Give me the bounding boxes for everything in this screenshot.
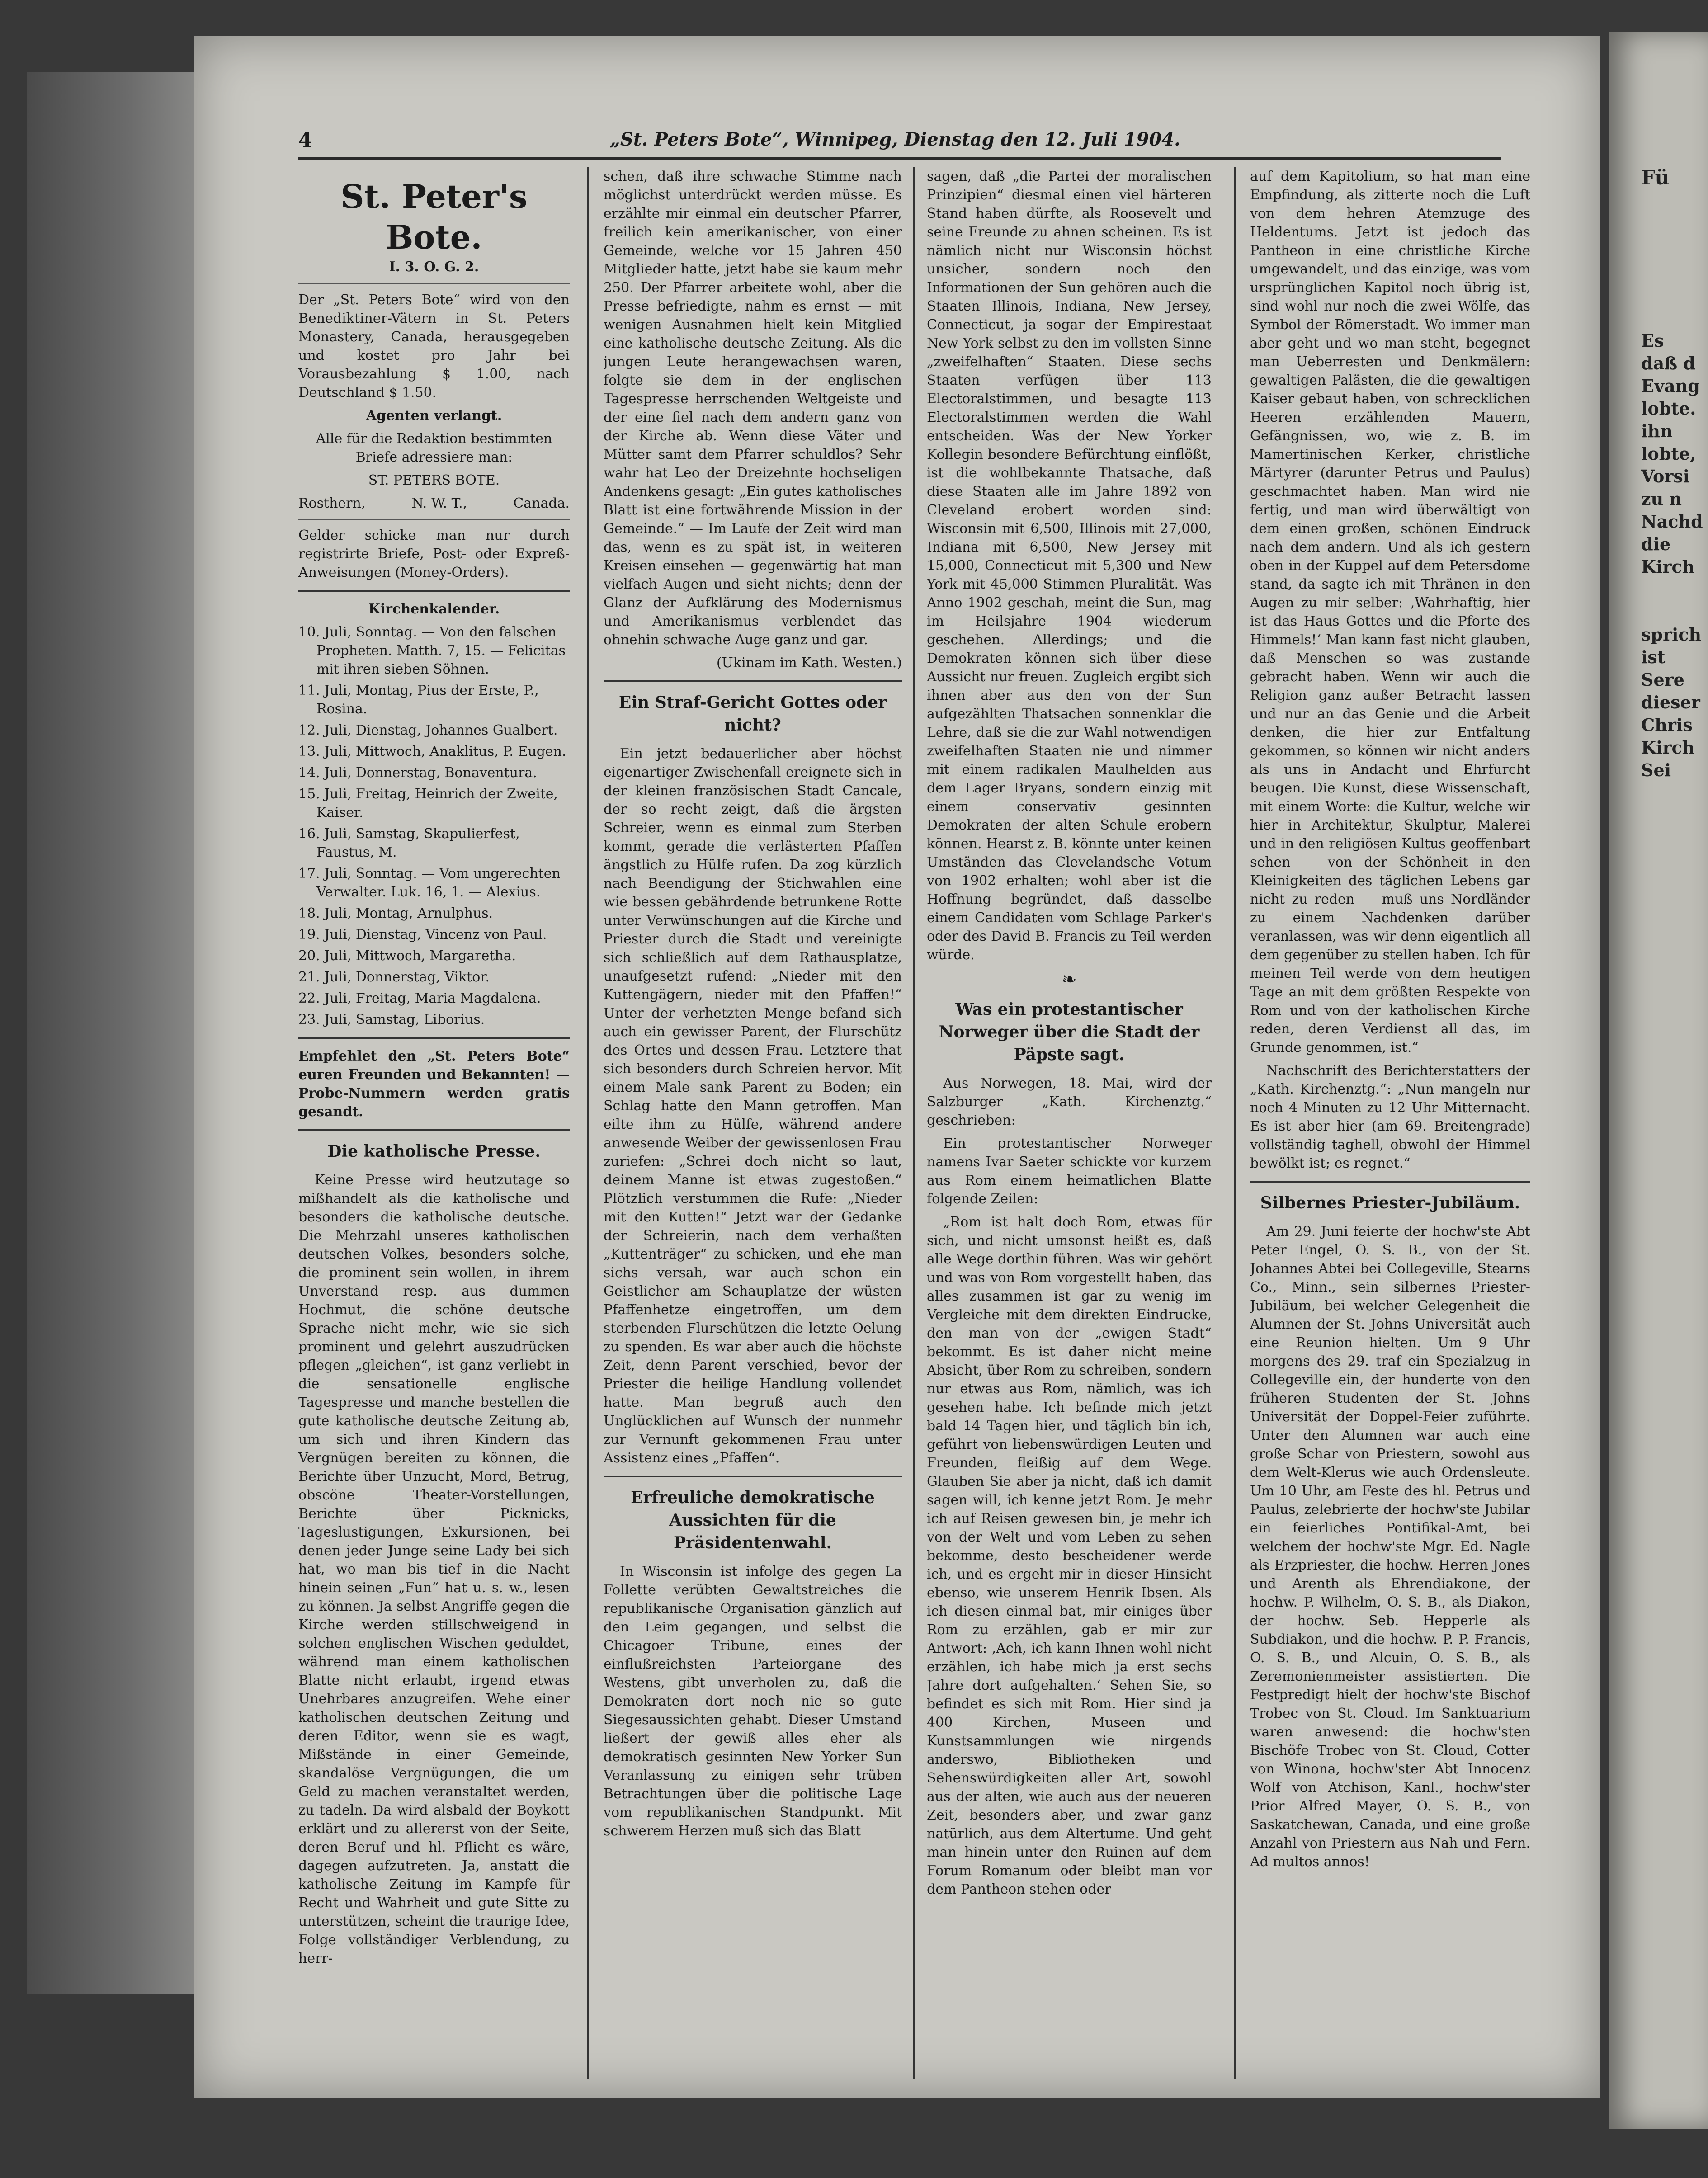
divider [604,1476,902,1477]
address-region: N. W. T., [411,495,467,511]
recommend-notice: Empfehlet den „St. Peters Bote“ euren Freunden und Bekannten! — Probe-Nummern werden gratis gesandt. [298,1048,570,1120]
page-number: 4 [298,129,312,152]
column-rule-2 [913,167,915,2079]
calendar-entry: 23. Juli, Samstag, Liborius. [298,1012,485,1028]
article-headline: Die katholische Presse. [327,1142,541,1161]
article-headline: Was ein protestantischer Norweger über die Stadt der Päpste sagt. [939,1000,1200,1064]
article-body: Ein protestantischer Norweger namens Ivar Saeter schickte vor kurzem aus Rom einem heimatlichen Blatte folgende Zeilen: [927,1136,1212,1207]
page-header-bar [298,129,1492,156]
calendar-entry: 12. Juli, Dienstag, Johannes Gualbert. [298,722,558,738]
article-body: schen, daß ihre schwache Stimme nach möglichst unterdrückt werden müsse. Es erzählte mir einmal ein deutscher Pfarrer, freilich kein amerikanischer, von einer Gemeinde, welche vor 15 Jahren 450 Mitglieder hatte, jetzt habe sie kaum mehr 250. Der Pfarrer arbeitete wohl, aber die Presse befriedigte, nahm es ernst — mit wenigen Ausnahmen hielt kein Mitglied eine katholische deutsche Zeitung. Als die jungen Leute herangewachsen waren, folgte sie dem in der englischen Tagespresse herrschenden Weltgeiste und der eine fiel nach dem andern ganz von der Kirche ab. Wenn diese Väter und Mütter samt dem Pfarrer schuldlos? Sehr wahr hat Leo der Dreizehnte hochseligen Andenkens gesagt: „Ein gutes katholisches Blatt ist eine fortwährende Mission in der Gemeinde.“ — Im Laufe der Zeit wird man das, wenn es zu spät ist, in weiteren Kreisen einsehen — gegenwärtig hat man vielfach Augen und sieht nichts; denn der Glanz der Aufklärung des Modernismus und Amerikanismus verblendet das ohnehin schwache Auge ganz und gar. [604,169,902,648]
adjacent-page-fragment: Chris [1641,715,1693,735]
column-1 [298,167,570,2079]
column-4 [1250,167,1530,2079]
calendar-entry: 18. Juli, Montag, Arnulphus. [298,905,493,921]
article-source: (Ukinam im Kath. Westen.) [716,655,902,671]
divider [298,1129,570,1131]
article-postscript: Nachschrift des Berichterstatters der „Kath. Kirchenztg.“: „Nun mangeln nur noch 4 Minuten zu 12 Uhr Mitternacht. Es ist aber hier (am 69. Breitengrade) vollständig taghell, obwohl der Himmel bewölkt ist; es regnet.“ [1250,1063,1530,1171]
adjacent-page-fragment: Kirch [1641,556,1695,577]
calendar-entry: 16. Juli, Samstag, Skapulierfest, Faustus, M. [298,826,520,860]
adjacent-page-fragment: Evang [1641,376,1700,396]
money-note: Gelder schicke man nur durch registrirte Briefe, Post- oder Expreß-Anweisungen (Money-Orders). [298,528,570,580]
adjacent-page-fragment: ihn [1641,421,1673,441]
address-town: Rosthern, [298,495,366,511]
calendar-entry: 19. Juli, Dienstag, Vincenz von Paul. [298,927,547,943]
divider [298,283,570,284]
subscription-intro: Der „St. Peters Bote“ wird von den Benediktiner-Vätern in St. Peters Monastery, Canada, herausgegeben und kostet pro Jahr bei Vorausbezahlung $ 1.00, nach Deutschland $ 1.50. [298,292,570,401]
adjacent-page-fragment: lobte. [1641,398,1696,419]
column-3 [927,167,1212,2079]
adjacent-page-fragment: Sere [1641,669,1684,690]
article-headline: Silbernes Priester-Jubiläum. [1260,1193,1520,1212]
calendar-entry: 13. Juli, Mittwoch, Anaklitus, P. Eugen. [298,744,566,759]
divider [1250,1181,1530,1183]
article-body: Keine Presse wird heutzutage so mißhandelt als die katholische und besonders die katholische deutsche. Die Mehrzahl unseres katholischen deutschen Volkes, besonders solche, die prominent sein wollen, in ihrem Unverstand resp. aus dummen Hochmut, die schöne deutsche Sprache nicht mehr, wie sie sich prominent und gelehrt auszudrücken pflegen „gleichen“, ist ganz verliebt in die sensationelle englische Tagespresse und manche bestellen die gute katholische deutsche Zeitung ab, um sich und ihren Kindern das Vergnügen bereiten zu können, die Berichte über Unzucht, Mord, Betrug, obscöne Theater-Vorstellungen, Berichte über Picknicks, Tageslustigungen, Exkursionen, bei denen jeder Junge seine Lady bei sich hat, wo man bis tief in die Nacht hinein seinen „Fun“ hat u. s. w., lesen zu können. Ja selbst Angriffe gegen die Kirche werden stillschweigend in solchen englischen Wischen geduldet, während man einem katholischen Blatte nicht erlaubt, irgend etwas Unehrbares anzugreifen. Wehe einer katholischen deutschen Zeitung und deren Editor, wenn sie es wagt, Mißstände in einer Gemeinde, skandalöse Vergnügungen, die um Geld zu machen veranstaltet werden, zu tadeln. Da wird alsbald der Boykott erklärt und zu allererst von der Seite, deren Beruf und hl. Pflicht es wäre, dagegen aufzutreten. Ja, anstatt die katholische Zeitung im Kampfe für Recht und Wahrheit und gute Sitte zu unterstützen, scheint die traurige Idee, Folge vollständiger Verblendung, zu herr- [298,1172,570,1966]
calendar-heading: Kirchenkalender. [368,601,500,617]
book-spine [27,72,199,1994]
adjacent-page-fragment: zu n [1641,489,1682,509]
calendar-entry: 15. Juli, Freitag, Heinrich der Zweite, Kaiser. [298,786,558,820]
adjacent-page-fragment: Fü [1641,166,1670,189]
article-body: „Rom ist halt doch Rom, etwas für sich, und nicht umsonst heißt es, daß alle Wege dorthin führen. Was wir gehört und was von Rom vorgestellt haben, das alles zusammen ist gar zu wenig im Vergleiche mit dem direkten Eindrucke, den man von der „ewigen Stadt“ bekommt. Es ist daher nicht meine Absicht, über Rom zu schreiben, sondern nur etwas aus Rom, nämlich, was ich gesehen habe. Ich befinde mich jetzt bald 14 Tagen hier, und täglich bin ich, geführt von liebenswürdigen Leuten und Freunden, fleißig auf dem Wege. Glauben Sie aber ja nicht, daß ich damit sagen will, ich kenne jetzt Rom. Je mehr ich auf Reisen gewesen bin, je mehr ich von der Welt und vom Leben zu sehen bekomme, desto bescheidener werde ich, und es ergeht mir in dieser Hinsicht ebenso, wie unserem Henrik Ibsen. Als ich diesen einmal bat, mir einiges über Rom zu erzählen, gab er mir zur Antwort: ‚Ach, ich kann Ihnen wohl nicht erzählen, ich habe mich ja erst sechs Jahre dort aufgehalten.‘ Sehen Sie, so befindet es sich mit Rom. Hier sind ja 400 Kirchen, Museen und Kunstsammlungen wie nirgends anderswo, Bibliotheken und Sehenswürdigkeiten aller Art, sowohl aus der alten, wie auch aus der neueren Zeit, besonders aber, und zwar ganz natürlich, aus dem Altertume. Und geht man hinein unter den Ruinen auf dem Forum Romanum oder bleibt man vor dem Pantheon stehen oder [927,1214,1212,1897]
column-2 [604,167,902,2079]
article-body: Ein jetzt bedauerlicher aber höchst eigenartiger Zwischenfall ereignete sich in der kleinen französischen Stadt Cancale, der so recht zeigt, daß die ärgsten Schreier, wenn es einmal zum Sterben kommt, gerade die verlästerten Pfaffen ängstlich zu Hülfe rufen. Da zog kürzlich nach Beendigung der Stichwahlen eine wie bessen gebährdende betrunkene Rotte unter Verwünschungen auf die Kirche und Priester durch die Stadt und vereinigte sich schließlich auf dem Rathausplatze, unaufgesetzt rufend: „Nieder mit den Kuttengägern, nieder mit den Pfaffen!“ Unter der verhetzten Menge befand sich auch ein gewisser Parent, der Flurschütz des Ortes und dessen Frau. Letztere that sich besonders durch Schreien hervor. Mit einem Male sank Parent zu Boden; ein Schlag hatte den Mann getroffen. Man eilte ihm zu Hülfe, während andere anwesende Weiber der gewissenlosen Frau zuriefen: „Schrei doch nicht so laut, deinem Manne ist etwas zugestoßen.“ Plötzlich verstummen die Rufe: „Nieder mit den Kutten!“ Jetzt war der Gedanke der Schreierin, nach dem verhaßten „Kuttenträger“ zu schicken, und ehe man sichs versah, war auch schon ein Geistlicher am Schauplatze der wüsten Pfaffenhetze eingetroffen, um dem sterbenden Flurschützen die letzte Oelung zu spenden. Es war aber auch die höchste Zeit, denn Parent verschied, bevor der Priester die heilige Handlung vollendet hatte. Man begruß auch den Unglücklichen auf Wunsch der nunmehr zur Vernunft gekommenen Frau unter Assistenz eines „Pfaffen“. [604,746,902,1466]
divider [298,590,570,592]
header-rule [298,157,1501,160]
adjacent-page-fragment: ist [1641,647,1666,667]
article-headline: Ein Straf-Gericht Gottes oder nicht? [618,693,887,735]
calendar-entry: 10. Juli, Sonntag. — Von den falschen Propheten. Matth. 7, 15. — Felicitas mit ihren sieben Söhnen. [298,624,566,677]
article-intro: Aus Norwegen, 18. Mai, wird der Salzburger „Kath. Kirchenztg.“ geschrieben: [927,1075,1212,1128]
calendar-entry: 20. Juli, Mittwoch, Margaretha. [298,948,516,964]
ornament-icon: ❧ [1062,969,1077,990]
adjacent-page-fragment: daß d [1641,353,1695,373]
adjacent-page-fragment: Sei [1641,760,1671,780]
article-body: In Wisconsin ist infolge des gegen La Follette verübten Gewaltstreiches die republikanische Organisation gänzlich auf den Leim gegangen, und selbst die Chicagoer Tribune, eines der einflußreichsten Parteiorgane des Westens, gibt unverholen zu, daß die Demokraten dort noch nie so gute Siegesaussichten gehabt. Dieser Umstand ließert der gewiß alles eher als demokratisch gesinnten New Yorker Sun Veranlassung zu einigen sehr trüben Betrachtungen über die politische Lage vom republikanischen Standpunkt. Mit schwerem Herzen muß sich das Blatt [604,1564,902,1839]
adjacent-page-fragment: Vorsi [1641,466,1690,486]
column-rule-3 [1234,167,1236,2079]
masthead-title: St. Peter's Bote. [340,177,528,256]
article-body: auf dem Kapitolium, so hat man eine Empfindung, als zitterte noch die Luft von dem hehren Atemzuge des Heldentums. Jetzt ist jedoch das Pantheon in eine christliche Kirche umgewandelt, und das einzige, was vom ursprünglichen Kapitol noch übrig ist, sind wohl nur noch die zwei Wölfe, das Symbol der Römerstadt. Wo immer man aber geht und wo man steht, begegnet man Ueberresten und Denkmälern: gewaltigen Palästen, die die gewaltigen Kaiser gebaut haben, von schrecklichen Heeren erzählenden Mauern, Gefängnissen, wo, wie z. B. im Mamertinischen Kerker, christliche Märtyrer (darunter Petrus und Paulus) geschmachtet haben. Man wird nie fertig, und man wird überwältigt von dem einen großen, schönen Eindruck nach dem andern. Und als ich gestern oben in der Kuppel auf dem Petersdome stand, da sagte ich mit Thränen in den Augen zu mir selber: ‚Wahrhaftig, hier ist das Haus Gottes und die Pforte des Himmels!‘ Man kann fast nicht glauben, daß Menschen so was zustande gebracht haben. Wenn wir auch die Religion ganz außer Betracht lassen und nur an das Genie und die Arbeit denken, die hier zur Entfaltung gekommen, so können wir nicht anders als uns in Andacht und Ehrfurcht beugen. Die Kunst, diese Wissenschaft, mit einem Worte: die Kultur, welche wir hier in Architektur, Skulptur, Malerei und in den religiösen Kultus geoffenbart sehen — von der Schönheit in den Kleinigkeiten des täglichen Lebens gar nicht zu reden — muß uns Nordländer zu einem Nachdenken darüber veranlassen, was wir denn eigentlich all dem gegenüber zu stellen haben. Ich für meinen Teil werde von dem heutigen Tage an mit dem größten Respekte von Rom und von der katholischen Kirche reden, deren Verdienst all das, im Grunde genommen, ist.“ [1250,169,1530,1056]
adjacent-page-fragment: dieser [1641,692,1700,712]
calendar-entry: 11. Juli, Montag, Pius der Erste, P., Rosina. [298,683,539,717]
calendar-entry: 22. Juli, Freitag, Maria Magdalena. [298,990,541,1006]
adjacent-page-fragment: die [1641,534,1671,554]
divider [604,680,902,682]
agents-heading: Agenten verlangt. [366,408,502,424]
adjacent-page-fragment: sprich [1641,624,1702,645]
divider [298,1037,570,1039]
church-calendar [298,623,570,1029]
address-note: Alle für die Redaktion bestimmten Briefe adressiere man: [316,431,552,465]
article-headline: Erfreuliche demokratische Aussichten für die Präsidentenwahl. [631,1488,875,1552]
article-body: Am 29. Juni feierte der hochw'ste Abt Peter Engel, O. S. B., von der St. Johannes Abtei bei Collegeville, Stearns Co., Minn., sein silbernes Priester-Jubiläum, bei welcher Gelegenheit die Alumnen der St. Johns Universität auch eine Reunion hielten. Um 9 Uhr morgens des 29. traf ein Spezialzug in Collegeville ein, der hunderte von den früheren Studenten der St. Johns Universität der Doppel-Feier zuführte. Unter den Alumnen war auch eine große Schar von Priestern, sowohl aus dem Welt-Klerus wie auch Ordensleute. Um 10 Uhr, am Feste des hl. Petrus und Paulus, zelebrierte der hochw'ste Jubilar ein feierliches Pontifikal-Amt, bei welchem der hochw'ste Mgr. Ed. Nagle als Erzpriester, die hochw. Herren Jones und Arenth als Ehrendiakone, der hochw. P. Wilhelm, O. S. B., als Diakon, der hochw. Seb. Hepperle als Subdiakon, und die hochw. P. P. Francis, O. S. B., und Alcuin, O. S. B., als Zeremonienmeister assistierten. Die Festpredigt hielt der hochw'ste Bischof Trobec von St. Cloud. Im Sanktuarium waren anwesend: die hochw'sten Bischöfe Trobec von St. Cloud, Cotter von Winona, hochw'ster Abt Innocenz Wolf von Atchison, Kanl., hochw'ster Prior Alfred Mayer, O. S. B., von Saskatchewan, Canada, und eine große Anzahl von Priestern aus Nah und Fern. Ad multos annos! [1250,1224,1530,1870]
address-country: Canada. [513,495,570,511]
address-line [298,494,570,513]
page-header-title: „St. Peters Bote“, Winnipeg, Dienstag den 12. Juli 1904. [609,129,1181,150]
newspaper-page [194,36,1600,2098]
adjacent-page-fragment: Nachd [1641,511,1703,532]
divider [298,519,570,520]
adjacent-page-fragment: Kirch [1641,737,1695,758]
article-body: sagen, daß „die Partei der moralischen Prinzipien“ diesmal einen viel härteren Stand haben dürfte, als Roosevelt und seine Freunde zu ahnen scheinen. Es ist nämlich nicht nur Wisconsin höchst unsicher, sondern noch den Informationen der Sun gehören auch die Staaten Illinois, Indiana, New Jersey, Connecticut, ja sogar der Empirestaat New York selbst zu den im vollsten Sinne „zweifelhaften“ Staaten. Diese sechs Staaten verfügen über 113 Electoralstimmen, und besagte 113 Electoralstimmen werden die Wahl entscheiden. Was der New Yorker Kollegin besondere Befürchtung einflößt, ist die wohlbekannte Thatsache, daß diese Staaten alle im Jahre 1892 von Cleveland erobert worden sind: Wisconsin mit 6,500, Illinois mit 27,000, Indiana mit 6,500, New Jersey mit 15,000, Connecticut mit 5,300 und New York mit 45,000 Stimmen Pluralität. Was Anno 1902 geschah, meint die Sun, mag im Heilsjahre 1904 wiederum geschehen. Allerdings; und die Demokraten können sich über diese Aussicht nur freuen. Zugleich ergibt sich ihnen aber aus den von der Sun aufgezählten Thatsachen sonnenklar die Lehre, daß sie die zur Wahl notwendigen zweifelhaften Staaten nie und nimmer mit einem radikalen Maulhelden aus dem Lager Bryans, sondern einzig mit einem conservativ gesinnten Demokraten der alten Schule erobern können. Hearst z. B. könnte unter keinen Umständen das Clevelandsche Votum von 1902 erhalten; wohl aber ist die Hoffnung begründet, daß dasselbe einem Candidaten vom Schlage Parker's oder des David B. Francis zu Teil werden würde. [927,169,1212,963]
adjacent-page-edge [1609,32,1708,2129]
calendar-entry: 21. Juli, Donnerstag, Viktor. [298,969,490,985]
adjacent-page-fragment: Es [1641,330,1664,351]
adjacent-page-fragment: lobte, [1641,443,1696,464]
calendar-entry: 17. Juli, Sonntag. — Vom ungerechten Verwalter. Luk. 16, 1. — Alexius. [298,866,561,900]
calendar-entry: 14. Juli, Donnerstag, Bonaventura. [298,765,537,781]
address-name: ST. PETERS BOTE. [368,472,500,488]
column-rule-1 [587,167,589,2079]
masthead-motto: I. 3. O. G. 2. [389,259,479,275]
